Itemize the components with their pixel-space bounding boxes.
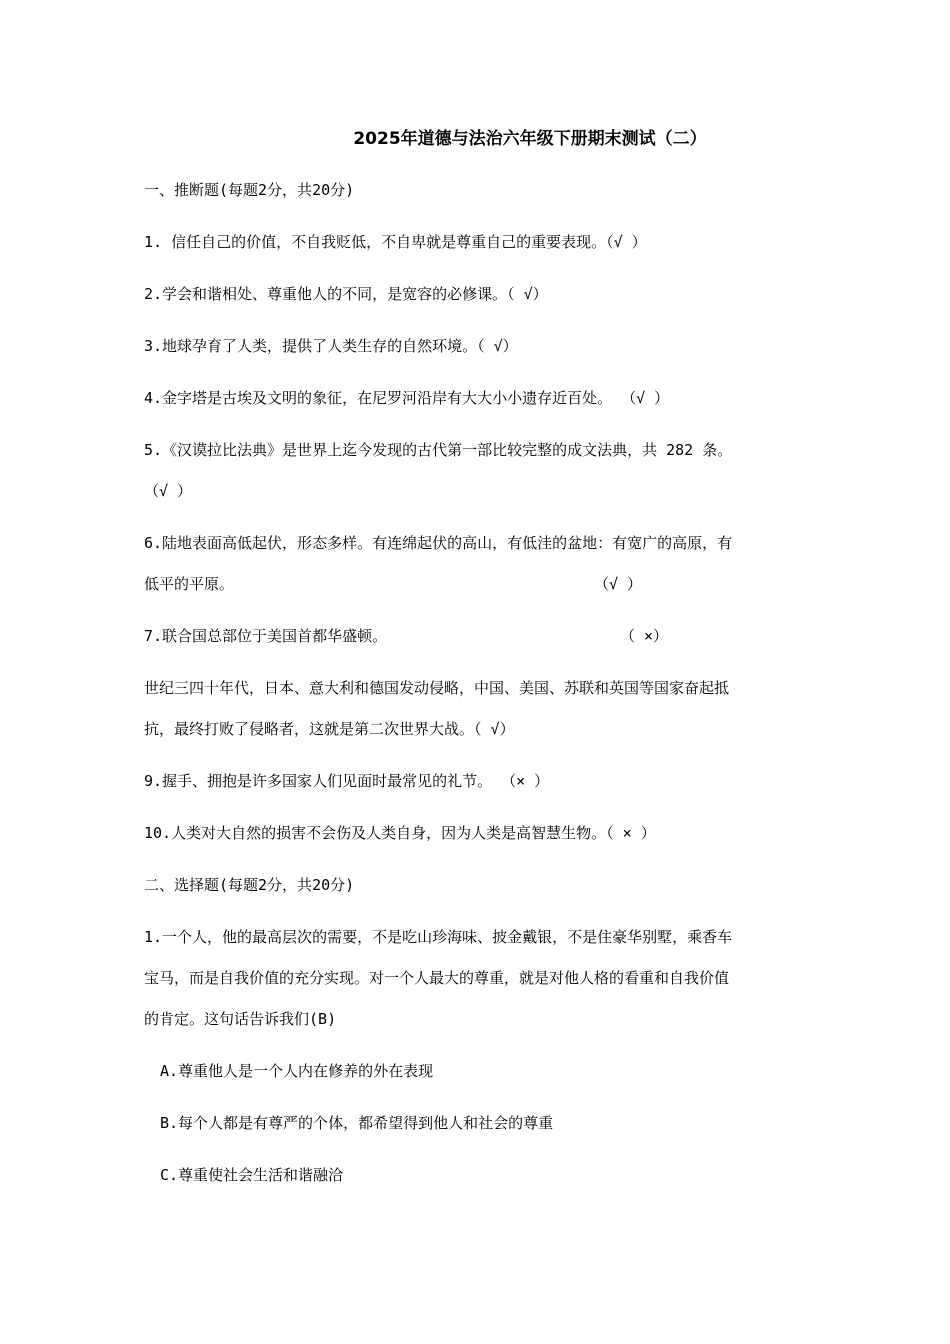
question-6-line-2: 低平的平原。 (144, 575, 235, 593)
question-3: 3.地球孕育了人类，提供了人类生存的自然环境。（ √） (144, 337, 518, 355)
choice-question-1-line-2: 宝马，而是自我价值的充分实现。对一个人最大的尊重，就是对他人格的看重和自我价值 (144, 969, 730, 987)
choice-option-b: B.每个人都是有尊严的个体，都希望得到他人和社会的尊重 (160, 1114, 554, 1132)
question-5-line-1: 5.《汉谟拉比法典》是世界上迄今发现的古代第一部比较完整的成文法典，共 282 条。 (144, 441, 733, 459)
question-2: 2.学会和谐相处、尊重他人的不同，是宽容的必修课。（ √） (144, 285, 548, 303)
page-title: 2025年道德与法治六年级下册期末测试（二） (353, 129, 707, 149)
section-heading-judgment: 一、推断题(每题2分，共20分) (144, 181, 355, 199)
question-6-line-1: 6.陆地表面高低起伏，形态多样。有连绵起伏的高山，有低洼的盆地：有宽广的高原，有 (144, 534, 733, 552)
section-heading-choice: 二、选择题(每题2分，共20分) (144, 876, 355, 894)
question-5-line-2: （√ ） (144, 482, 193, 500)
question-6-answer: （√ ） (594, 575, 643, 593)
question-4: 4.金字塔是古埃及文明的象征，在尼罗河沿岸有大大小小遗存近百处。 （√ ） (144, 389, 670, 407)
choice-option-a: A.尊重他人是一个人内在修养的外在表现 (160, 1062, 434, 1080)
question-10: 10.人类对大自然的损害不会伤及人类自身，因为人类是高智慧生物。（ × ） (144, 824, 656, 842)
choice-question-1-line-3: 的肯定。这句话告诉我们(B) (144, 1010, 337, 1028)
question-7-answer: （ ×） (620, 627, 669, 645)
question-8-line-2: 抗，最终打败了侵略者，这就是第二次世界大战。（ √） (144, 720, 515, 738)
question-1: 1. 信任自己的价值，不自我贬低，不自卑就是尊重自己的重要表现。（√ ） (144, 233, 647, 251)
question-8-line-1: 世纪三四十年代，日本、意大利和德国发动侵略，中国、美国、苏联和英国等国家奋起抵 (144, 679, 730, 697)
question-9: 9.握手、拥抱是许多国家人们见面时最常见的礼节。 （× ） (144, 772, 550, 790)
question-7: 7.联合国总部位于美国首都华盛顿。 (144, 627, 388, 645)
choice-option-c: C.尊重使社会生活和谐融洽 (160, 1166, 344, 1184)
choice-question-1-line-1: 1.一个人，他的最高层次的需要，不是吃山珍海味、披金戴银，不是住豪华别墅，乘香车 (144, 928, 733, 946)
